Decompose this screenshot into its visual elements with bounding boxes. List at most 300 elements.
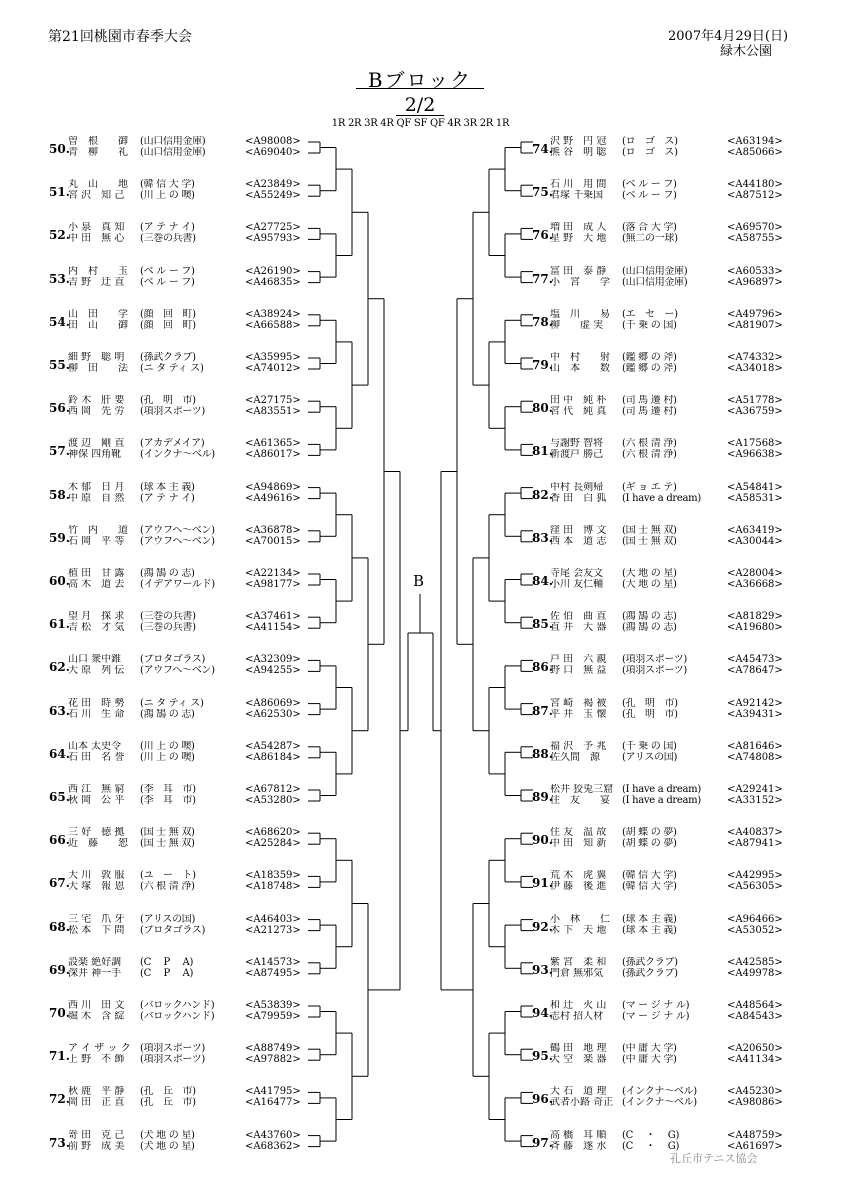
- player-team: (孫武クラブ): [622, 967, 678, 979]
- entry-number: 78.: [532, 314, 553, 329]
- player-id: <A36878>: [245, 524, 301, 536]
- player-id: <A84543>: [727, 1011, 783, 1022]
- player-name: 大 石 道 理: [550, 1086, 607, 1098]
- player-row: [68, 179, 308, 190]
- entry-number: 82.: [532, 487, 553, 502]
- player-team: (アウフヘ〜ベン): [140, 535, 215, 547]
- player-row: [68, 1130, 308, 1141]
- player-name: 近 藤 恕: [68, 838, 128, 850]
- player-id: <A27175>: [245, 395, 301, 407]
- player-team: (韓 信 大 学): [140, 179, 195, 191]
- player-row: [68, 266, 308, 277]
- player-name: 宮 代 純 真: [550, 406, 607, 418]
- player-id: <A58531>: [727, 492, 783, 504]
- player-row: [550, 870, 790, 881]
- player-team: (孫武クラブ): [140, 352, 196, 363]
- player-row: [550, 1086, 790, 1097]
- player-team: (C P A): [140, 967, 194, 979]
- player-team: (項羽スポーツ): [140, 1043, 206, 1055]
- entry-number: 58.: [49, 487, 70, 502]
- player-row: [550, 1054, 790, 1065]
- player-row: [68, 352, 308, 363]
- entry-number: 96.: [532, 1092, 553, 1107]
- player-id: <A42585>: [727, 956, 783, 968]
- player-team: (アウフヘ〜ベン): [140, 665, 215, 677]
- player-row: [550, 438, 790, 449]
- player-name: 設楽 絶好調: [68, 956, 122, 968]
- player-name: 松 本 下 問: [68, 924, 125, 936]
- entry-number: 50.: [49, 142, 70, 156]
- player-name: 野 口 無 益: [550, 665, 607, 677]
- player-team: (孔 丘 市): [140, 1086, 196, 1098]
- player-team: (バロックハンド): [140, 1011, 215, 1022]
- player-row: [68, 709, 308, 720]
- player-id: <A55249>: [245, 190, 301, 202]
- player-row: [550, 709, 790, 720]
- player-team: (中 庸 大 学): [622, 1054, 677, 1066]
- player-id: <A30044>: [727, 535, 783, 547]
- player-id: <A79959>: [245, 1011, 301, 1022]
- player-team: (ニ タ ティ ス): [140, 697, 204, 709]
- player-id: <A36668>: [727, 579, 783, 590]
- player-row: [550, 622, 790, 633]
- player-row: [68, 438, 308, 449]
- player-row: [68, 654, 308, 665]
- player-team: (三巻の兵書): [140, 233, 196, 245]
- player-name: 荒 木 虎 翼: [550, 870, 607, 882]
- player-row: [550, 536, 790, 547]
- player-team: (鑑 郷 の 斧): [622, 352, 677, 363]
- player-id: <A34018>: [727, 363, 783, 374]
- player-team: (犬 地 の 星): [140, 1129, 195, 1141]
- player-row: [68, 752, 308, 763]
- player-name: 西 本 道 志: [550, 535, 607, 547]
- player-name: 西 岡 先 労: [68, 406, 125, 418]
- player-name: 増 田 成 人: [550, 222, 607, 234]
- player-row: [68, 222, 308, 233]
- player-team: (落 合 大 学): [622, 222, 677, 234]
- player-id: <A39431>: [727, 708, 783, 720]
- player-id: <A29241>: [727, 784, 783, 795]
- entry-number: 61.: [49, 617, 70, 632]
- entry-number: 63.: [49, 703, 70, 718]
- entry-number: 67.: [49, 876, 70, 891]
- player-name: 石 岡 平 等: [68, 535, 125, 547]
- player-name: 柳 虚 実: [550, 319, 604, 331]
- player-team: (イデアワールド): [140, 579, 215, 590]
- player-row: [68, 795, 308, 806]
- player-name: 与謝野 智将: [550, 438, 604, 450]
- player-id: <A69570>: [727, 222, 783, 234]
- player-id: <A38924>: [245, 308, 301, 320]
- player-team: (韓 信 大 学): [622, 881, 677, 893]
- player-id: <A54287>: [245, 740, 301, 752]
- player-name: 小 宮 学: [550, 276, 610, 288]
- entry-number: 55.: [49, 358, 70, 372]
- player-name: 三 好 徳 拠: [68, 827, 125, 839]
- player-team: (鴻 鵠 の 志): [140, 708, 195, 720]
- player-row: [550, 482, 790, 493]
- player-team: (顔 回 町): [140, 319, 196, 331]
- player-name: 佐 伯 曲 直: [550, 611, 607, 623]
- player-name: 松井 狡兎三窟: [550, 784, 614, 795]
- player-team: (無二の一球): [622, 233, 678, 245]
- player-id: <A74332>: [727, 352, 783, 363]
- player-team: (エ セ ー): [622, 308, 678, 320]
- player-id: <A63194>: [727, 136, 783, 147]
- entry-number: 70.: [49, 1006, 70, 1020]
- player-team: (鴻 鵠 の 志): [140, 568, 195, 579]
- player-id: <A32309>: [245, 654, 301, 666]
- player-row: [550, 579, 790, 590]
- entry-number: 62.: [49, 660, 70, 675]
- player-row: [68, 741, 308, 752]
- player-name: 大 川 敦 服: [68, 870, 125, 882]
- entry-number: 85.: [532, 617, 553, 632]
- player-name: 小川 友仁輔: [550, 579, 604, 590]
- player-id: <A17568>: [727, 438, 783, 450]
- player-id: <A54841>: [727, 481, 783, 493]
- player-id: <A28004>: [727, 568, 783, 579]
- player-team: (アリスの国): [140, 913, 196, 925]
- player-team: (バロックハンド): [140, 1000, 215, 1011]
- player-team: (C ・ G): [622, 1140, 680, 1152]
- player-team: (マ ー ジ ナ ル): [622, 1000, 690, 1011]
- player-id: <A66588>: [245, 319, 301, 331]
- player-team: (山口信用金庫): [622, 265, 688, 277]
- player-row: [68, 611, 308, 622]
- page-number: 2/2: [404, 94, 436, 116]
- player-row: [550, 741, 790, 752]
- player-name: 宮 崎 褐 被: [550, 697, 607, 709]
- player-name: 中 田 知 新: [550, 838, 607, 850]
- player-team: (李 耳 市): [140, 784, 196, 795]
- player-id: <A62530>: [245, 708, 301, 720]
- entry-number: 92.: [532, 919, 553, 934]
- player-team: (山口信用金庫): [140, 136, 206, 147]
- player-name: 丸 山 地: [68, 179, 128, 191]
- player-id: <A83551>: [245, 406, 301, 418]
- player-row: [68, 698, 308, 709]
- player-row: [68, 320, 308, 331]
- player-name: 山 本 数: [550, 363, 610, 374]
- entry-number: 73.: [49, 1135, 70, 1150]
- player-row: [68, 136, 308, 147]
- player-row: [550, 406, 790, 417]
- player-id: <A49616>: [245, 492, 301, 504]
- player-row: [550, 611, 790, 622]
- player-row: [550, 1097, 790, 1108]
- player-row: [550, 525, 790, 536]
- player-id: <A53280>: [245, 795, 301, 806]
- player-row: [550, 147, 790, 158]
- entry-number: 53.: [49, 271, 70, 286]
- player-name: 内 村 玉: [68, 265, 128, 277]
- player-row: [550, 1130, 790, 1141]
- player-team: (胡 蝶 の 夢): [622, 827, 677, 839]
- player-team: (司 馬 遷 村): [622, 395, 677, 407]
- player-id: <A74012>: [245, 363, 301, 374]
- player-name: 西 川 田 文: [68, 1000, 125, 1011]
- player-id: <A22134>: [245, 568, 301, 579]
- player-team: (犬 地 の 星): [140, 1140, 195, 1152]
- player-id: <A61365>: [245, 438, 301, 450]
- player-row: [68, 838, 308, 849]
- entry-number: 90.: [532, 833, 553, 848]
- player-id: <A19680>: [727, 622, 783, 634]
- entry-number: 74.: [532, 142, 553, 156]
- player-row: [68, 1097, 308, 1108]
- player-team: (韓 信 大 学): [622, 870, 677, 882]
- player-team: (鴻 鵠 の 志): [622, 611, 677, 623]
- player-name: 高 木 道 去: [68, 579, 125, 590]
- player-name: 中 原 自 然: [68, 492, 125, 504]
- player-id: <A58755>: [727, 233, 783, 245]
- player-team: (川 上 の 噢): [140, 190, 195, 202]
- player-name: 佐久間 源: [550, 751, 600, 763]
- player-team: (国 士 無 双): [140, 838, 195, 850]
- player-row: [68, 1054, 308, 1065]
- player-row: [550, 266, 790, 277]
- entry-number: 91.: [532, 876, 553, 891]
- tournament-date: 2007年4月29日(日): [668, 29, 789, 44]
- player-id: <A33152>: [727, 795, 783, 806]
- player-name: 田 中 純 朴: [550, 395, 607, 407]
- player-id: <A26190>: [245, 265, 301, 277]
- player-team: (プロタゴラス): [140, 924, 206, 936]
- player-name: 沢 野 円 冠: [550, 136, 607, 147]
- player-name: 吉 松 才 気: [68, 622, 125, 634]
- player-name: 嵜 田 克 己: [68, 1129, 125, 1141]
- player-team: (C P A): [140, 956, 194, 968]
- player-name: 木 郁 日 月: [68, 481, 125, 493]
- player-id: <A87941>: [727, 838, 783, 850]
- player-row: [68, 665, 308, 676]
- player-id: <A35995>: [245, 352, 301, 363]
- player-id: <A85066>: [727, 147, 783, 158]
- player-row: [68, 1000, 308, 1011]
- player-row: [550, 881, 790, 892]
- player-team: (インクナ〜ベル): [622, 1097, 697, 1109]
- player-row: [68, 482, 308, 493]
- player-team: (球 本 主 義): [622, 913, 677, 925]
- player-name: 石 田 名 誉: [68, 751, 125, 763]
- player-id: <A78647>: [727, 665, 783, 677]
- player-id: <A49978>: [727, 967, 783, 979]
- player-id: <A86184>: [245, 751, 301, 763]
- player-id: <A81829>: [727, 611, 783, 623]
- player-row: [550, 277, 790, 288]
- player-name: 秋 岡 公 平: [68, 795, 125, 806]
- round-labels: 1R 2R 3R 4R QF SF QF 4R 3R 2R 1R: [331, 118, 510, 129]
- player-row: [68, 1011, 308, 1022]
- player-row: [550, 752, 790, 763]
- player-name: 紫 宮 柔 和: [550, 956, 607, 968]
- player-row: [550, 363, 790, 374]
- player-team: (国 士 無 双): [140, 827, 195, 839]
- player-team: (ア テ ナ イ): [140, 222, 195, 234]
- entry-number: 79.: [532, 358, 553, 372]
- player-name: 西 江 無 窮: [68, 784, 125, 795]
- player-name: 高 橋 耳 順: [550, 1129, 607, 1141]
- tournament-name: 第21回桃園市春季大会: [48, 29, 192, 45]
- entry-number: 64.: [49, 746, 70, 761]
- player-team: (アウフヘ〜ベン): [140, 524, 215, 536]
- player-name: 渡 辺 剛 直: [68, 438, 125, 450]
- player-id: <A41154>: [245, 622, 301, 634]
- player-id: <A49796>: [727, 308, 783, 320]
- player-name: 星 野 大 地: [550, 233, 607, 245]
- player-name: 三 宅 爪 牙: [68, 913, 125, 925]
- player-team: (六 根 清 浄): [140, 881, 195, 893]
- player-team: (李 耳 市): [140, 795, 196, 806]
- player-row: [68, 363, 308, 374]
- player-id: <A68362>: [245, 1140, 301, 1152]
- entry-number: 77.: [532, 271, 553, 286]
- player-row: [68, 406, 308, 417]
- player-name: 和 辻 火 山: [550, 1000, 607, 1011]
- player-row: [550, 1141, 790, 1152]
- player-team: (I have a dream): [622, 784, 701, 795]
- player-id: <A40837>: [727, 827, 783, 839]
- entry-number: 59.: [49, 530, 70, 545]
- player-row: [550, 698, 790, 709]
- player-name: 香 田 白 狐: [550, 492, 607, 504]
- player-id: <A61697>: [727, 1140, 783, 1152]
- player-row: [68, 190, 308, 201]
- player-name: 細 野 聡 明: [68, 352, 125, 363]
- player-team: (ア テ ナ イ): [140, 492, 195, 504]
- player-row: [550, 914, 790, 925]
- entry-number: 54.: [49, 314, 70, 329]
- player-row: [68, 147, 308, 158]
- player-id: <A96897>: [727, 276, 783, 288]
- player-row: [550, 309, 790, 320]
- player-name: 石 川 生 命: [68, 708, 125, 720]
- player-id: <A16477>: [245, 1097, 301, 1109]
- entry-number: 81.: [532, 444, 553, 459]
- player-row: [550, 395, 790, 406]
- player-id: <A96466>: [727, 913, 783, 925]
- player-name: 斉 藤 遂 水: [550, 1140, 607, 1152]
- player-name: 住 友 温 故: [550, 827, 607, 839]
- player-row: [68, 1043, 308, 1054]
- player-name: 塩 川 易: [550, 308, 610, 320]
- player-team: (中 庸 大 学): [622, 1043, 677, 1055]
- player-row: [550, 784, 790, 795]
- player-row: [68, 449, 308, 460]
- player-team: (項羽スポーツ): [622, 654, 688, 666]
- player-id: <A81907>: [727, 319, 783, 331]
- player-name: 石 川 用 間: [550, 179, 607, 191]
- player-id: <A53052>: [727, 924, 783, 936]
- player-name: 冨 田 泰 静: [550, 265, 607, 277]
- player-team: (アリスの国): [622, 751, 678, 763]
- player-team: (ベ ル ー フ): [140, 265, 195, 277]
- entry-number: 72.: [49, 1092, 70, 1107]
- player-team: (ロ ゴ ス): [622, 136, 678, 147]
- tournament-venue: 緑木公園: [720, 44, 773, 59]
- player-id: <A51778>: [727, 395, 783, 407]
- player-row: [550, 493, 790, 504]
- player-name: 中村 長剣帰: [550, 481, 604, 493]
- entry-number: 65.: [49, 790, 70, 804]
- player-id: <A87495>: [245, 967, 301, 979]
- player-name: 窪 田 博 文: [550, 524, 607, 536]
- player-team: (胡 蝶 の 夢): [622, 838, 677, 850]
- player-name: 青 柳 礼: [68, 147, 128, 158]
- player-id: <A20650>: [727, 1043, 783, 1055]
- player-id: <A95793>: [245, 233, 301, 245]
- entry-number: 97.: [532, 1135, 553, 1150]
- player-id: <A92142>: [727, 697, 783, 709]
- player-id: <A81646>: [727, 740, 783, 752]
- player-row: [68, 277, 308, 288]
- player-id: <A23849>: [245, 179, 301, 191]
- player-id: <A46403>: [245, 913, 301, 925]
- footer-association: 孔丘市テニス協会: [670, 1152, 758, 1165]
- player-team: (司 馬 遷 村): [622, 406, 677, 418]
- player-name: ア イ ザ ッ ク: [68, 1043, 131, 1055]
- player-id: <A94869>: [245, 481, 301, 493]
- player-name: 大 空 楽 器: [550, 1054, 607, 1066]
- player-team: (孔 丘 市): [140, 1097, 196, 1109]
- player-team: (項羽スポーツ): [140, 406, 206, 418]
- player-row: [550, 1043, 790, 1054]
- player-id: <A41134>: [727, 1054, 783, 1066]
- player-id: <A53839>: [245, 1000, 301, 1011]
- player-team: (項羽スポーツ): [140, 1054, 206, 1066]
- player-id: <A14573>: [245, 956, 301, 968]
- player-name: 君塚 千乗国: [550, 190, 604, 202]
- player-name: 山 田 学: [68, 308, 128, 320]
- player-row: [68, 957, 308, 968]
- player-team: (三巻の兵書): [140, 611, 196, 623]
- player-id: <A25284>: [245, 838, 301, 850]
- entry-number: 71.: [49, 1049, 70, 1064]
- player-id: <A46835>: [245, 276, 301, 288]
- player-name: 大 原 列 伝: [68, 665, 125, 677]
- player-row: [550, 838, 790, 849]
- entry-number: 80.: [532, 401, 553, 416]
- player-id: <A27725>: [245, 222, 301, 234]
- entry-number: 83.: [532, 530, 553, 545]
- player-team: (孫武クラブ): [622, 956, 678, 968]
- player-team: (プロタゴラス): [140, 654, 206, 666]
- player-name: 小 林 仁: [550, 913, 610, 925]
- player-team: (マ ー ジ ナ ル): [622, 1011, 690, 1022]
- player-row: [68, 233, 308, 244]
- player-team: (ベ ル ー フ): [140, 276, 195, 288]
- player-team: (千 乗 の 国): [622, 319, 677, 331]
- player-id: <A42995>: [727, 870, 783, 882]
- player-id: <A63419>: [727, 524, 783, 536]
- player-id: <A37461>: [245, 611, 301, 623]
- player-name: 柳 田 法: [68, 363, 128, 374]
- player-team: (I have a dream): [622, 795, 701, 806]
- player-team: (顔 回 町): [140, 308, 196, 320]
- player-id: <A69040>: [245, 147, 301, 158]
- player-name: 竹 内 道: [68, 524, 128, 536]
- player-name: 堀 木 含 綻: [68, 1011, 125, 1022]
- player-team: (ロ ゴ ス): [622, 147, 678, 158]
- player-name: 神保 四角靴: [68, 449, 122, 461]
- player-name: 伊 藤 後 進: [550, 881, 607, 893]
- player-id: <A68620>: [245, 827, 301, 839]
- player-name: 宮 沢 知 己: [68, 190, 125, 202]
- player-team: (I have a dream): [622, 492, 701, 504]
- player-row: [550, 233, 790, 244]
